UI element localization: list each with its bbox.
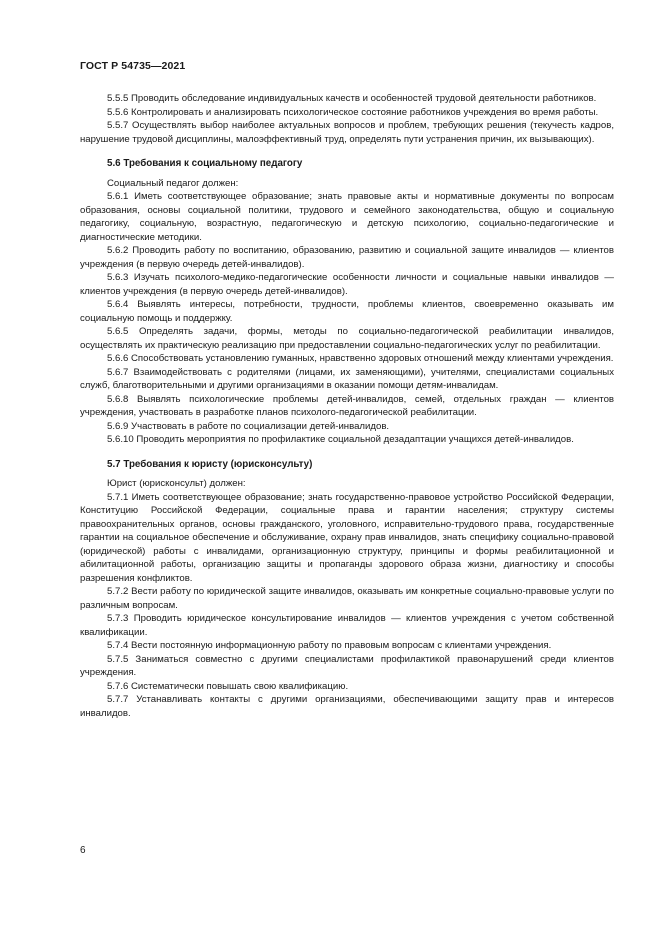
paragraph-5-6-6: 5.6.6 Способствовать установлению гуманных, нравственно здоровых отношений между клиентами учреждения. [107,353,614,364]
paragraph-5-7-7: 5.7.7 Устанавливать контакты с другими организациями, обеспечивающими защиту прав и интересов инвалидов. [80,694,614,719]
paragraph-5-6-9: 5.6.9 Участвовать в работе по социализации детей-инвалидов. [107,420,390,432]
page-number: 6 [80,845,86,856]
paragraph-5-6-7: 5.6.7 Взаимодействовать с родителями (лицами, их заменяющими), учителями, специалистами социальных служб, благотворительными и другими организациями в оказании помощи детям-инвалидам. [80,366,614,391]
paragraph-5-7-5: 5.7.5 Заниматься совместно с другими специалистами профилактикой правонарушений среди клиентов учреждения. [80,653,614,678]
section-heading-5-6: 5.6 Требования к социальному педагогу [107,158,303,169]
paragraph-5-5-6: 5.5.6 Контролировать и анализировать психологическое состояние работников учреждения во время работы. [107,106,599,118]
paragraph-5-7-1: 5.7.1 Иметь соответствующее образование; знать государственно-правовое устройство Российской Федерации, Конституцию Российской Федерации, социальные права и гарантии населения; структуру системы правоохранительных органов, основы гражданского, уголовного, исправительно-трудового права, государственные гарантии на социальное обеспечение и обслуживание, охрану прав инвалидов, знать специфику социально-правовой (юридической) работы с инвалидами, организационную структуру, принципы и формы реабилитационной и абилитационной работы, организацию защиты и пропаганды здорового образа жизни, диагностику и способы разрешения конфликтов. [80,491,614,584]
paragraph-5-6-10: 5.6.10 Проводить мероприятия по профилактике социальной дезадаптации учащихся детей-инвалидов. [107,434,574,445]
paragraph-5-5-7: 5.5.7 Осуществлять выбор наиболее актуальных вопросов и проблем, требующих решения (текучесть кадров, нарушение трудовой дисциплины, малоэффективный труд, определять пути устранения причин, их вызывающих). [80,120,614,145]
paragraph-5-7-4: 5.7.4 Вести постоянную информационную работу по правовым вопросам с клиентами учреждения. [107,640,552,651]
paragraph-5-7-2: 5.7.2 Вести работу по юридической защите инвалидов, оказывать им конкретные социально-правовые услуги по различным вопросам. [80,586,614,611]
page-body [80,92,614,720]
paragraph-5-6-3: 5.6.3 Изучать психолого-медико-педагогические особенности личности и социальные навыки инвалидов — клиентов учреждения (в первую очередь детей-инвалидов). [80,272,614,297]
section-lead-5-7: Юрист (юрисконсульт) должен: [107,478,246,489]
paragraph-5-7-3: 5.7.3 Проводить юридическое консультирование инвалидов — клиентов учреждения с учетом собственной квалификации. [80,613,614,638]
paragraph-5-7-6: 5.7.6 Систематически повышать свою квалификацию. [107,680,349,692]
document-code: ГОСТ Р 54735—2021 [80,60,186,72]
paragraph-5-6-8: 5.6.8 Выявлять психологические проблемы детей-инвалидов, семей, отдельных граждан — клиентов учреждения, участвовать в разработке планов психолого-педагогической реабилитации. [80,393,614,418]
paragraph-5-5-5: 5.5.5 Проводить обследование индивидуальных качеств и особенностей трудовой деятельности работников. [107,93,597,104]
paragraph-5-6-1: 5.6.1 Иметь соответствующее образование; знать правовые акты и нормативные документы по вопросам образования, основы социальной политики, трудового и семейного законодательства, общую и социальную педагогику, социальную, возрастную, педагогическую и детскую психологию, социально-педагогические и диагностические методики. [80,191,614,243]
paragraph-5-6-5: 5.6.5 Определять задачи, формы, методы по социально-педагогической реабилитации инвалидов, осуществлять их практическую реализацию при предоставлении социально-педагогических услуг по реабилитации. [80,326,614,351]
section-heading-5-7: 5.7 Требования к юристу (юрисконсульту) [107,458,313,470]
section-lead-5-6: Социальный педагог должен: [107,177,239,189]
paragraph-5-6-2: 5.6.2 Проводить работу по воспитанию, образованию, развитию и социальной защите инвалидов — клиентов учреждения (в первую очередь детей-инвалидов). [80,245,614,270]
paragraph-5-6-4: 5.6.4 Выявлять интересы, потребности, трудности, проблемы клиентов, своевременно оказывать им социальную помощь и поддержку. [80,299,614,324]
